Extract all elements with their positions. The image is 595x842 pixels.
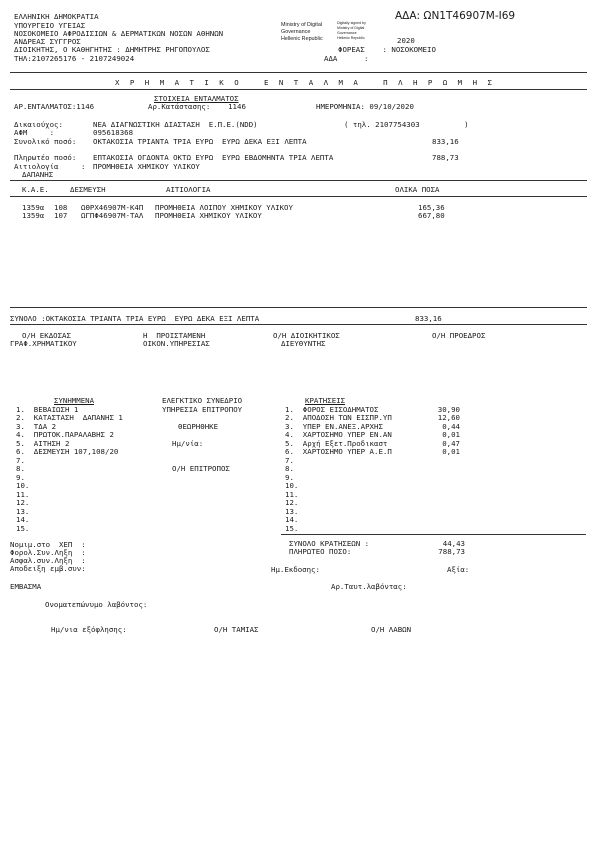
footer-recipient-name: Ονοματεπώνυμο λαβόντος: (45, 600, 148, 609)
row-desmeusi: ΩΘΡΧ46907Μ-Κ4Π (81, 203, 144, 212)
row-kae: 1359α (22, 211, 45, 220)
audit-line-1: ΕΛΕΓΚΤΙΚΟ ΣΥΝΕΔΡΙΟ (162, 396, 243, 405)
payable-total-label: ΠΛΗΡΩΤΕΟ ΠΟΣΟ: (289, 547, 352, 556)
audit-line-2: ΥΠΗΡΕΣΙΑ ΕΠΙΤΡΟΠΟΥ (162, 405, 243, 414)
row-reason: ΠΡΟΜΗΘΕΙΑ ΧΗΜΙΚΟΥ ΥΛΙΚΟΥ (155, 211, 262, 220)
footer-receipt: Αποδειξη εμβ.συν: (10, 564, 86, 573)
col-header-amounts: ΟΛΙΚΑ ΠΟΣΑ (395, 185, 440, 194)
header-line-director: ΔΙΟΙΚΗΤΗΣ, Ο ΚΑΘΗΓΗΤΗΣ : ΔΗΜΗΤΡΗΣ ΡΗΓΟΠΟΥΛΟΣ (14, 45, 210, 54)
separator (10, 72, 587, 73)
row-kae: 1359α (22, 203, 45, 212)
col-header-kae: Κ.Α.Ε. (22, 185, 49, 194)
withholding-label: 13. (285, 507, 299, 516)
attachment-item: 10. (16, 481, 30, 490)
withholding-label: 8. (285, 464, 294, 473)
header-line-republic: ΕΛΛΗΝΙΚΗ ΔΗΜΟΚΡΑΤΙΑ (14, 12, 99, 21)
row-amount: 165,36 (418, 203, 445, 212)
signatory-head: Η ΠΡΟΙΣΤΑΜΕΝΗ (143, 331, 206, 340)
separator (281, 534, 586, 535)
attachments-title: ΣΥΝΗΜΜΕΝΑ (54, 396, 95, 405)
withholdings-total: 44,43 (442, 539, 465, 548)
attachment-item: 6. ΔΕΣΜΕΥΣΗ 107,108/20 (16, 447, 119, 456)
sum-label: ΣΥΝΟΛΟ :ΟΚΤΑΚΟΣΙΑ ΤΡΙΑΝΤΑ ΤΡΙΑ ΕΥΡΩ ΕΥΡΩ ΔΕΚΑ ΕΞΙ ΛΕΠΤΑ (10, 314, 260, 323)
order-date: ΗΜΕΡΟΜΗΝΙΑ: 09/10/2020 (316, 102, 414, 111)
audit-date: Ημ/νία: (172, 439, 204, 448)
withholding-label: 6. ΧΑΡΤΟΣΗΜΟ ΥΠΕΡ Α.Ε.Π (285, 447, 392, 456)
payable-words: ΕΠΤΑΚΟΣΙΑ ΟΓΔΟΝΤΑ ΟΚΤΩ ΕΥΡΩ ΕΥΡΩ ΕΒΔΟΜΗΝΤΑ ΤΡΙΑ ΛΕΠΤΑ (93, 153, 334, 162)
header-line-name: ΑΝΔΡΕΑΣ ΣΥΓΓΡΟΣ (14, 37, 81, 46)
separator (10, 196, 587, 197)
withholdings-title: ΚΡΑΤΗΣΕΙΣ (305, 396, 346, 405)
header-ada-field: ΑΔΑ : (324, 54, 369, 63)
row-desmeusi: ΩΓΠΦ46907Μ-ΤΑΛ (81, 211, 144, 220)
signatory-president: Ο/Η ΠΡΟΕΔΡΟΣ (432, 331, 486, 340)
sum-amount: 833,16 (415, 314, 442, 323)
footer-receiver: Ο/Η ΛΑΒΩΝ (371, 625, 412, 634)
reason-colon: : (81, 162, 86, 171)
attachment-item: 2. ΚΑΤΑΣΤΑΣΗ ΔΑΠΑΝΗΣ 1 (16, 413, 123, 422)
col-header-desmeusi: ΔΕΣΜΕΥΣΗ (70, 185, 106, 194)
withholding-label: 5. Αρχή Εξετ.Προδικαστ (285, 439, 388, 448)
signatory-head-dept: ΟΙΚΟΝ.ΥΠΗΡΕΣΙΑΣ (143, 339, 210, 348)
withholding-label: 14. (285, 515, 299, 524)
signature-line-3: Hellenic Republic (281, 36, 323, 42)
payable-total: 788,73 (438, 547, 465, 556)
withholding-label: 12. (285, 498, 299, 507)
ada-header: ΑΔΑ: ΩΝ1Τ46907Μ-Ι69 (395, 10, 516, 22)
signatory-issuer: Ο/Η ΕΚΔΟΣΑΣ (22, 331, 71, 340)
header-year: 2020 (397, 36, 415, 45)
reason-value: ΠΡΟΜΗΘΕΙΑ ΧΗΜΙΚΟΥ ΥΛΙΚΟΥ (93, 162, 200, 171)
footer-tax: Φορολ.Συν.Ληξη : (10, 548, 86, 557)
total-amount: 833,16 (432, 137, 459, 146)
attachment-item: 1. ΒΕΒΑΙΩΣΗ 1 (16, 405, 79, 414)
header-line-phone: ΤΗΛ:2107265176 - 2107249024 (14, 54, 135, 63)
beneficiary-name: ΝΕΑ ΔΙΑΓΝΩΣΤΙΚΗ ΔΙΑΣΤΑΣΗ Ε.Π.Ε.(NDD) (93, 120, 258, 129)
withholdings-total-label: ΣΥΝΟΛΟ ΚΡΑΤΗΣΕΩΝ : (289, 539, 370, 548)
separator (10, 324, 587, 325)
expense-label: ΔΑΠΑΝΗΣ (22, 170, 54, 179)
attachment-item: 11. (16, 490, 30, 499)
withholding-amount: 0,44 (442, 422, 460, 431)
attachment-item: 14. (16, 515, 30, 524)
row-num: 107 (54, 211, 68, 220)
signatory-admin: Ο/Η ΔΙΟΙΚΗΤΙΚΟΣ (273, 331, 340, 340)
attachment-item: 3. ΤΔΑ 2 (16, 422, 57, 431)
attachment-item: 13. (16, 507, 30, 516)
withholding-label: 3. ΥΠΕΡ ΕΝ.ΑΝΕΞ.ΑΡΧΗΣ (285, 422, 383, 431)
withholding-label: 2. ΑΠΟΔΟΣΗ ΤΩΝ ΕΙΣΠΡ.ΥΠ (285, 413, 392, 422)
withholding-label: 11. (285, 490, 299, 499)
header-line-hospital: ΝΟΣΟΚΟΜΕΙΟ ΑΦΡΟΔΙΣΙΩΝ & ΔΕΡΜΑΤΙΚΩΝ ΝΟΣΩΝ ΑΘΗΝΩΝ (14, 29, 224, 38)
footer-id-number: Αρ.Ταυτ.λαβόντας: (331, 582, 407, 591)
signature-tiny-1: Digitally signed by (337, 21, 366, 25)
row-num: 108 (54, 203, 68, 212)
audit-approved: ΘΕΩΡΗΘΗΚΕ (178, 422, 219, 431)
beneficiary-label: Δικαιούχος: (14, 120, 63, 129)
row-amount: 667,80 (418, 211, 445, 220)
document-title: Χ Ρ Η Μ Α Τ Ι Κ Ο Ε Ν Τ Α Λ Μ Α Π Λ Η Ρ Ω Μ Η Σ (115, 78, 495, 87)
withholding-label: 10. (285, 481, 299, 490)
attachment-item: 8. (16, 464, 25, 473)
signature-line-1: Ministry of Digital (281, 22, 323, 28)
afm-label: ΑΦΜ : (14, 128, 55, 137)
signature-tiny-3: Governance (337, 31, 357, 35)
signature-tiny-4: Hellenic Republic (337, 36, 365, 40)
header-foreas: ΦΟΡΕΑΣ : ΝΟΣΟΚΟΜΕΙΟ (338, 45, 436, 54)
signature-tiny-2: Ministry of Digital (337, 26, 365, 30)
separator (10, 89, 587, 90)
footer-cashier: Ο/Η ΤΑΜΙΑΣ (214, 625, 259, 634)
withholding-label: 7. (285, 456, 294, 465)
attachment-item: 7. (16, 456, 25, 465)
attachment-item: 15. (16, 524, 30, 533)
withholding-label: 1. ΦΟΡΟΣ ΕΙΣΟΔΗΜΑΤΟΣ (285, 405, 379, 414)
withholding-amount: 0,47 (442, 439, 460, 448)
total-words: ΟΚΤΑΚΟΣΙΑ ΤΡΙΑΝΤΑ ΤΡΙΑ ΕΥΡΩ ΕΥΡΩ ΔΕΚΑ ΕΞΙ ΛΕΠΤΑ (93, 137, 307, 146)
withholding-amount: 0,01 (442, 430, 460, 439)
payable-amount: 788,73 (432, 153, 459, 162)
footer-remittance: ΕΜΒΑΣΜΑ (10, 582, 42, 591)
attachment-item: 4. ΠΡΩΤΟΚ.ΠΑΡΑΛΑΒΗΣ 2 (16, 430, 114, 439)
payable-label: Πληρωτέο ποσό: (14, 153, 77, 162)
attachment-item: 5. ΑΙΤΗΣΗ 2 (16, 439, 70, 448)
beneficiary-phone: ( τηλ. 2107754303 ) (344, 120, 469, 129)
footer-value: Αξία: (447, 565, 470, 574)
footer-legal: Νομιμ.στο ΧΕΠ : (10, 540, 86, 549)
audit-commissioner: Ο/Η ΕΠΙΤΡΟΠΟΣ (172, 464, 230, 473)
footer-issue-date: Ημ.Εκδοσης: (271, 565, 320, 574)
attachment-item: 12. (16, 498, 30, 507)
reason-label: Αιτιολογία (14, 162, 59, 171)
withholding-amount: 0,01 (442, 447, 460, 456)
withholding-label: 9. (285, 473, 294, 482)
col-header-reason: ΑΙΤΙΟΛΟΓΙΑ (166, 185, 211, 194)
section-title: ΣΤΟΙΧΕΙΑ ΕΝΤΑΛΜΑΤΟΣ (154, 94, 239, 103)
withholding-amount: 12,60 (437, 413, 460, 422)
header-line-ministry: ΥΠΟΥΡΓΕΙΟ ΥΓΕΙΑΣ (14, 21, 86, 30)
catalog-number: Αρ.Κατάστασης: 1146 (148, 102, 246, 111)
attachment-item: 9. (16, 473, 25, 482)
row-reason: ΠΡΟΜΗΘΕΙΑ ΛΟΙΠΟΥ ΧΗΜΙΚΟΥ ΥΛΙΚΟΥ (155, 203, 293, 212)
separator (10, 307, 587, 308)
signature-line-2: Governance (281, 29, 311, 35)
separator (10, 180, 587, 181)
signatory-issuer-dept: ΓΡΑΦ.ΧΡΗΜΑΤΙΚΟΥ (10, 339, 77, 348)
withholding-label: 15. (285, 524, 299, 533)
total-label: Συνολικό ποσό: (14, 137, 77, 146)
withholding-amount: 30,90 (437, 405, 460, 414)
afm-value: 095618368 (93, 128, 134, 137)
order-number: ΑΡ.ΕΝΤΑΛΜΑΤΟΣ:1146 (14, 102, 95, 111)
footer-payment-date: Ημ/νια εξόφλησης: (51, 625, 127, 634)
signatory-admin-title: ΔΙΕΥΘΥΝΤΗΣ (281, 339, 326, 348)
withholding-label: 4. ΧΑΡΤΟΣΗΜΟ ΥΠΕΡ ΕΝ.ΑΝ (285, 430, 392, 439)
footer-insurance: Ασφαλ.συν.Ληξη : (10, 556, 86, 565)
